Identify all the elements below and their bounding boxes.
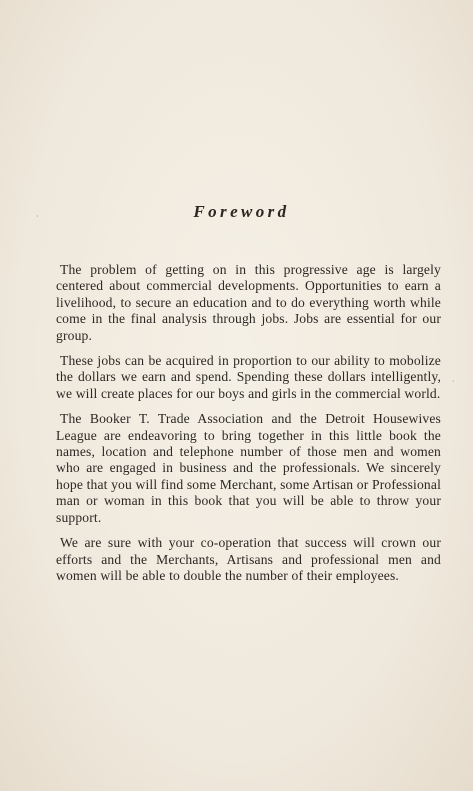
print-speck: · [36,212,39,221]
foreword-body [56,262,441,593]
paragraph-2: These jobs can be acquired in proportion to our ability to mobolize the dollars we earn and spend. Spending these dollars intelligently, we will create places for our boys and girls in the commercial world. [56,353,441,401]
paragraph-4: We are sure with your co-operation that success will crown our efforts and the Merchants, Artisans and professional men and women will be able to double the number of their employees. [56,535,441,583]
paragraph-3: The Booker T. Trade Association and the Detroit Housewives League are endeavoring to bring together in this little book the names, location and telephone number of those men and women who are engaged in business and the professionals. We sincerely hope that you will find some Merchant, some Artisan or Professional man or woman in this book that you will be able to throw your support. [56,411,441,525]
paragraph-1: The problem of getting on in this progressive age is largely centered about commercial developments. Opportunities to earn a livelihood, to secure an education and to do everything worth while come in the final analysis through jobs. Jobs are essential for our group. [56,262,441,343]
print-speck: · [452,377,455,386]
page-title: Foreword [193,202,290,221]
